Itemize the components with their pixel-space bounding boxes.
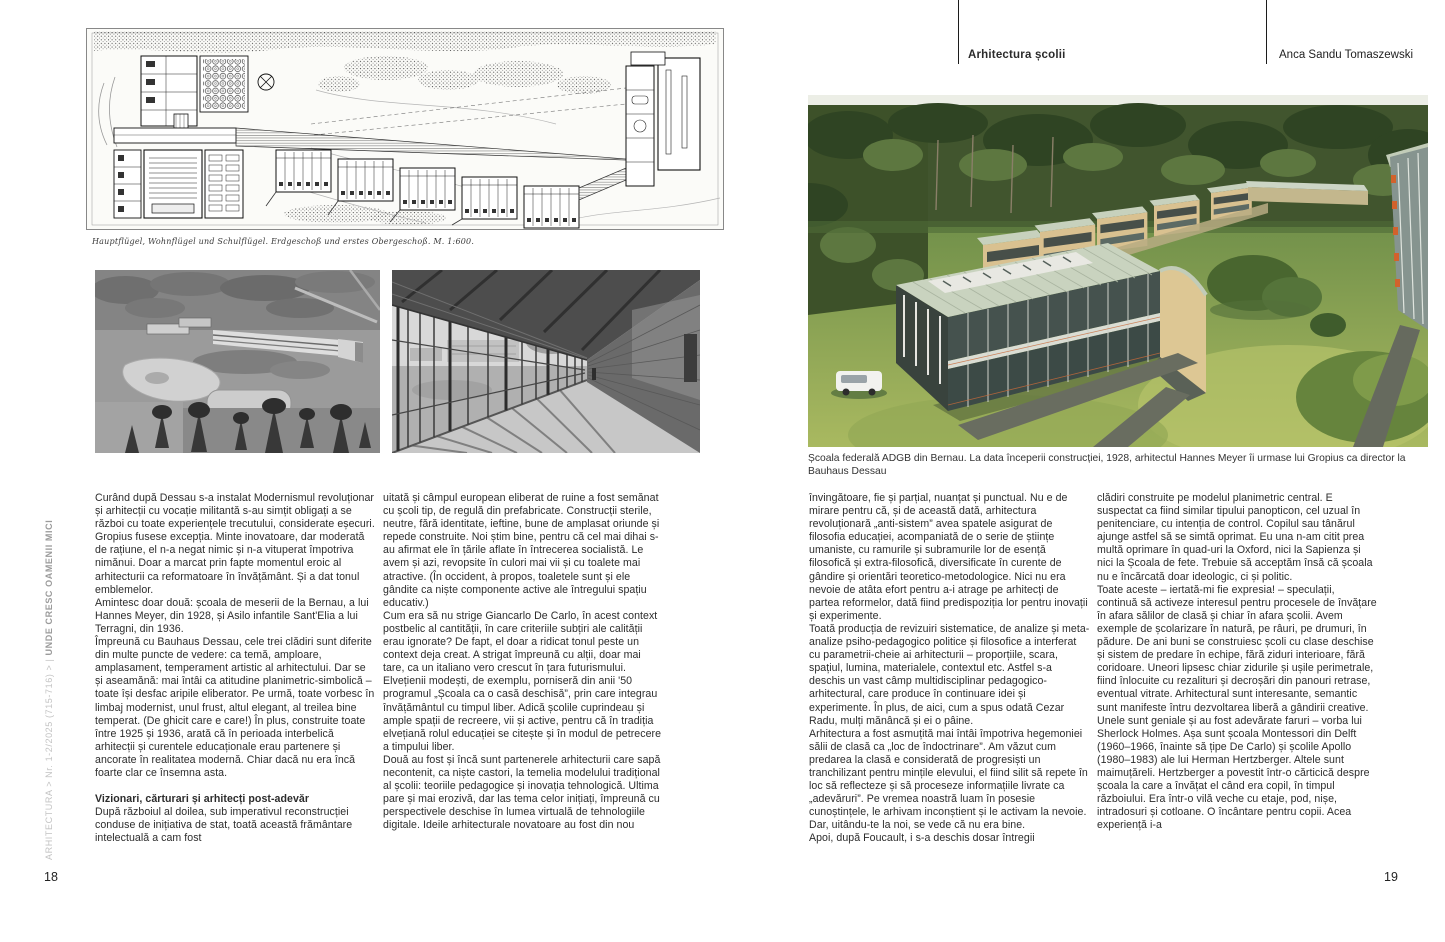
floor-plan-image (86, 28, 724, 230)
page-number-left: 18 (44, 870, 58, 884)
body-paragraph: uitată și câmpul european eliberat de ruine a fost semănat cu școli tip, de regulă din prefabricate. Construcții sterile, neutre, fără identitate, ieftine, bune de amplasat oriunde și repede construite. Noi știm bine, pentru că cel mai dihai s-au afirmat ele în țările aflate în întrecerea socialistă. Le avem și azi, revopsite în culori mai vii și cu toalete mai atractive. (În occident, à propos, toaletele sunt și ele gândite ca niște componente active ale întregului spațiu educativ.) (383, 492, 660, 609)
bw-corridor-photo (392, 270, 700, 453)
floor-plan-caption: Hauptflügel, Wohnflügel und Schulflügel. Erdgeschoß und erstes Obergeschoß. M. 1:600. (92, 237, 475, 246)
header-rule-left (958, 0, 959, 64)
body-paragraph: Toate aceste – iertată-mi fie expresia! – speculații, continuă să activeze interesul pentru procesele de învățare în afara sălilor de clasă și chiar în afara școlii. Avem exemple de școlarizare în natură, pe râuri, pe drumuri, în pădure. De ani buni se construiesc școli cu clase deschise și sistem de predare în echipe, fără ziduri interioare, fără coridoare. Uneori lipsesc chiar zidurile și ușile perimetrale, fiind înlocuite cu rezalituri și decroșări din panouri retrase, eventual vitrate. Arhitectural sunt interesante, semantic sunt manifeste întru dezvoltarea liberă a gândirii creative. Unele sunt geniale și au fost adevărate faruri – vorba lui Sherlock Holmes. Așa sunt școala Montessori din Delft (1960–1966, înainte să țipe De Carlo) și școlile Apollo (1980–1983) ale lui Herman Hertzberger. Altele sunt maimuțăreli. Hertzberger a povestit într-o cărticică despre școala la care a învățat el când era copil, în timpul războiului. Era într-o vilă veche cu etaje, pod, nișe, intradosuri și cotloane. O încântare pentru copii. Acea experiență i-a (1097, 583, 1377, 832)
text-column-4 (1097, 492, 1378, 832)
spine-text (44, 519, 60, 860)
section-heading: Vizionari, cărturari și arhitecți post-adevăr (95, 793, 310, 806)
body-paragraph: Apoi, după Foucault, i s-a deschis dosar întregii (809, 832, 1035, 845)
spine-section-label: UNDE CRESC OAMENII MICI (44, 519, 54, 656)
article-title: Arhitectura școlii (968, 49, 1066, 61)
body-paragraph: Curând după Dessau s-a instalat Modernismul revoluționar și arhitecții cu vocație militantă s-au simțit obligați a se război cu toate experiențele trecutului, considerate eșecuri. Gropius fusese excepția. Minte inovatoare, dar moderată de rațiune, el n-a negat nimic și n-a vituperat împotriva nimănui. Doar a marcat prin fapte momentul eroic al arhitecturii ca reformatoare în învățământ. Și a dat tonul emblemelor. (95, 492, 375, 596)
floor-plan-drawing (86, 28, 724, 230)
body-paragraph: învingătoare, fie și parțial, nuanțat și punctual. Nu e de mirare pentru că, și de această dată, arhitectura revoluționară „anti-sistem” avea spatele asigurat de filosofia educației, acompaniată de o serie de științe umaniste, cu ramurile și subramurile lor de esență filosofică și extra-filosofică, diversificate în curente de gândire și orientări teoretico-metodologice. Nici nu era nevoie de atâta efort pentru a-i atrage pe arhitecți de partea reformelor, dată fiind predispoziția lor pentru inovații și experimente. (809, 492, 1088, 622)
spine-journal-label: ARHITECTURA > Nr. 1-2/2025 (715-716) > | (44, 655, 54, 860)
body-paragraph: Cum era să nu strige Giancarlo De Carlo, în acest context postbelic al cantității, în care criteriile subțiri ale calității erau ignorate? De fapt, el doar a ridicat tonul peste un context deja creat. A strigat împreună cu alții, doar mai tare, ca un italiano vero crescut în țara futurismului. Elvețienii modești, de exemplu, porniseră din anii '50 programul „Școala ca o casă deschisă”, prin care integrau învățământul cu timpul liber. Adică școlile cuprindeau și ample spații de recreere, vii și active, pentru că în tradiția elvețiană rolul educației se citește și în modul de petrecere a timpului liber. (383, 609, 662, 753)
bw-aerial-photo (95, 270, 380, 453)
body-paragraph: Arhitectura a fost asmuțită mai întâi împotriva hegemoniei sălii de clasă ca „loc de îndoctrinare”. Am văzut cum predarea la clasă e considerată de progresiști un tranchilizant pentru mințile elevului, el fiind silit să repete în loc să reflecteze și să proceseze informațiile livrate ca „adevăruri”. Pe vremea noastră luam în posesie cunoștințele, le arhivam inconștient și le activam la nevoie. Dar, uitându-te la noi, se vede că nu era bine. (809, 727, 1088, 832)
text-column-3 (809, 492, 1090, 846)
body-paragraph: clădiri construite pe modelul planimetric central. E suspectat ca fiind similar tipului panopticon, cel uzual în penitenciare, cu intenția de control. Copilul sau tânărul ajunge astfel să se simtă oprimat. Eu una n-am citit prea multă oprimare în quad-uri la Oxford, nici la Sapienza și nici la Școala de fete. Trebuie să acceptăm însă că școala nu e încărcată doar ideologic, ci și politic. (1097, 492, 1373, 583)
color-photo-caption: Școala federală ADGB din Bernau. La data începerii construcției, 1928, arhitectul Hannes Meyer îi urmase lui Gropius ca director la Bauhaus Dessau (808, 453, 1406, 478)
color-aerial-photo (808, 95, 1428, 447)
body-paragraph: Împreună cu Bauhaus Dessau, cele trei clădiri sunt diferite din multe puncte de vedere: ca temă, amploare, amplasament, temperament artistic al arhitectului. Dar se și aseamănă: mai întâi ca atitudine planimetric-simbolică – toate își desfac aripile eliberator. Pe urmă, toate vorbesc în limbaj modernist, unul frust, altul elegant, al treilea bine temperat. (De ghicit care e care!) În plus, construite toate între 1925 și 1936, arată că în perioada interbelică arhitecții și curentele educaționale erau partenere și ancorate în realitatea modernă. Chiar dacă nu era încă foarte clar ce însemna asta. (95, 636, 375, 779)
body-paragraph: După războiul al doilea, sub imperativul reconstrucției conduse de inițiativa de stat, toată această frământare intelectuală a cam fost (95, 806, 353, 845)
body-paragraph: Amintesc doar două: școala de meserii de la Bernau, a lui Hannes Meyer, din 1928, și Asilo infantile Sant'Elia a lui Terragni, din 1936. (95, 596, 369, 635)
body-paragraph: Două au fost și încă sunt partenerele arhitecturii care sapă necontenit, ca niște castori, la temelia modelului tradițional al școlii: teoriile pedagogice și inovația tehnologică. Ultima pare și mai erozivă, dar las tema celor inițiați, împreună cu perspectivele deschise în lumea virtuală de tehnologiile digitale. Ideile arhitecturale novatoare au fost din nou (383, 753, 661, 832)
text-column-2 (383, 492, 664, 832)
page-number-right: 19 (1384, 870, 1398, 884)
header-rule-right (1266, 0, 1267, 64)
text-column-1 (95, 492, 376, 846)
article-author: Anca Sandu Tomaszewski (1279, 49, 1414, 61)
body-paragraph: Toată producția de revizuiri sistematice, de analize și meta-analize psiho-pedagogico politice și filosofice a interferat cu parametrii-cheie ai arhitecturii – proporțiile, scara, spațiul, lumina, materialele, contextul etc. Astfel s-a deschis un vast câmp multidisciplinar pedagogico-arhitectural, care produce în continuare idei și experimente. În plus, de aici, cum a spus odată Cezar Radu, mulți mănâncă și ei o pâine. (809, 622, 1090, 727)
